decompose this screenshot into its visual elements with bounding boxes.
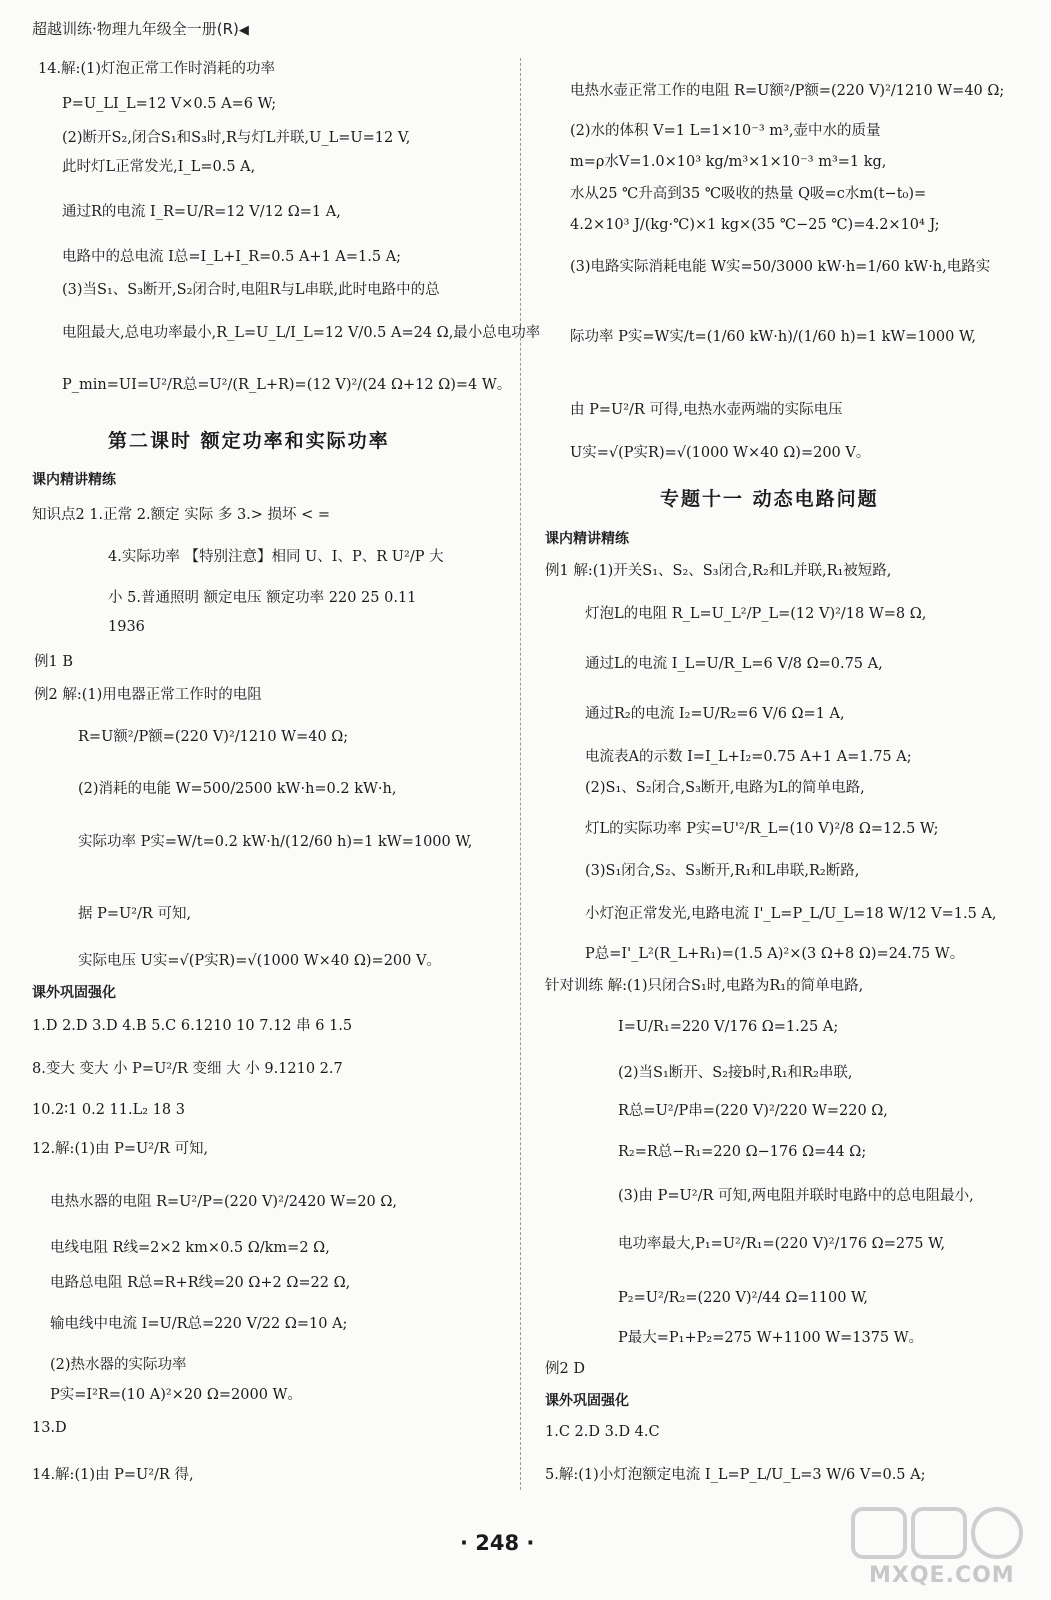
right-text-line: 电功率最大,P₁=U²/R₁=(220 V)²/176 Ω=275 W, — [618, 1236, 946, 1252]
left-text-line: 电热水器的电阻 R=U²/P=(220 V)²/2420 W=20 Ω, — [50, 1194, 398, 1210]
left-text-line: (2)热水器的实际功率 — [50, 1357, 187, 1373]
left-text-line: 例2 解:(1)用电器正常工作时的电阻 — [34, 687, 262, 703]
right-text-line: 1.C 2.D 3.D 4.C — [545, 1424, 660, 1440]
left-text-line: 电路中的总电流 I总=I_L+I_R=0.5 A+1 A=1.5 A; — [62, 249, 402, 265]
left-text-line: P=U_LI_L=12 V×0.5 A=6 W; — [62, 96, 277, 112]
left-text-line: 实际电压 U实=√(P实R)=√(1000 W×40 Ω)=200 V。 — [78, 953, 441, 969]
right-section-heading: 课外巩固强化 — [545, 1393, 629, 1409]
right-text-line: P总=I'_L²(R_L+R₁)=(1.5 A)²×(3 Ω+8 Ω)=24.75 W。 — [585, 946, 965, 962]
right-text-line: 电流表A的示数 I=I_L+I₂=0.75 A+1 A=1.75 A; — [585, 749, 912, 765]
left-text-line: 14.解:(1)灯泡正常工作时消耗的功率 — [38, 61, 275, 77]
left-section-heading: 课内精讲精练 — [32, 472, 116, 488]
left-text-line: 此时灯L正常发光,I_L=0.5 A, — [62, 159, 256, 175]
right-section-heading: 课内精讲精练 — [545, 531, 629, 547]
left-text-line: 知识点2 1.正常 2.额定 实际 多 3.> 损坏 < = — [32, 507, 331, 523]
left-text-line: 通过R的电流 I_R=U/R=12 V/12 Ω=1 A, — [62, 204, 341, 220]
right-text-line: 针对训练 解:(1)只闭合S₁时,电路为R₁的简单电路, — [545, 978, 864, 994]
right-text-line: 通过R₂的电流 I₂=U/R₂=6 V/6 Ω=1 A, — [585, 706, 845, 722]
left-text-line: 电线电阻 R线=2×2 km×0.5 Ω/km=2 Ω, — [50, 1240, 330, 1256]
right-text-line: 例2 D — [545, 1361, 585, 1377]
right-text-line: (2)水的体积 V=1 L=1×10⁻³ m³,壶中水的质量 — [570, 123, 881, 139]
page-number: · 248 · — [460, 1531, 535, 1555]
right-text-line: P₂=U²/R₂=(220 V)²/44 Ω=1100 W, — [618, 1290, 869, 1306]
right-text-line: m=ρ水V=1.0×10³ kg/m³×1×10⁻³ m³=1 kg, — [570, 154, 887, 170]
left-text-line: 小 5.普通照明 额定电压 额定功率 220 25 0.11 — [108, 590, 417, 606]
left-text-line: 8.变大 变大 小 P=U²/R 变细 大 小 9.1210 2.7 — [32, 1061, 343, 1077]
left-text-line: 1936 — [108, 619, 145, 635]
right-text-line: 际功率 P实=W实/t=(1/60 kW·h)/(1/60 h)=1 kW=1000 W, — [570, 329, 976, 345]
left-text-line: 1.D 2.D 3.D 4.B 5.C 6.1210 10 7.12 串 6 1.5 — [32, 1018, 353, 1034]
right-text-line: 由 P=U²/R 可得,电热水壶两端的实际电压 — [570, 402, 843, 418]
left-text-line: (3)当S₁、S₃断开,S₂闭合时,电阻R与L串联,此时电路中的总 — [62, 282, 440, 298]
right-text-line: 水从25 ℃升高到35 ℃吸收的热量 Q吸=c水m(t−t₀)= — [570, 186, 927, 202]
right-text-line: (3)电路实际消耗电能 W实=50/3000 kW·h=1/60 kW·h,电路实 — [570, 259, 991, 275]
right-section-title: 专题十一 动态电路问题 — [660, 488, 879, 510]
header-marker-icon: ◀ — [238, 23, 249, 38]
left-text-line: (2)消耗的电能 W=500/2500 kW·h=0.2 kW·h, — [78, 781, 397, 797]
watermark-seal-icon — [845, 1503, 1035, 1563]
left-text-line: 13.D — [32, 1420, 67, 1436]
right-text-line: 4.2×10³ J/(kg·℃)×1 kg×(35 ℃−25 ℃)=4.2×10⁴ J; — [570, 217, 940, 233]
right-text-line: (2)当S₁断开、S₂接b时,R₁和R₂串联, — [618, 1065, 853, 1081]
left-text-line: R=U额²/P额=(220 V)²/1210 W=40 Ω; — [78, 729, 349, 745]
left-text-line: P_min=UI=U²/R总=U²/(R_L+R)=(12 V)²/(24 Ω+12 Ω)=4 W。 — [62, 377, 512, 393]
right-text-line: U实=√(P实R)=√(1000 W×40 Ω)=200 V。 — [570, 445, 871, 461]
column-divider — [520, 58, 522, 1490]
left-text-line: 据 P=U²/R 可知, — [78, 906, 192, 922]
left-text-line: 实际功率 P实=W/t=0.2 kW·h/(12/60 h)=1 kW=1000 W, — [78, 834, 473, 850]
right-text-line: (3)由 P=U²/R 可知,两电阻并联时电路中的总电阻最小, — [618, 1188, 974, 1204]
right-text-line: P最大=P₁+P₂=275 W+1100 W=1375 W。 — [618, 1330, 924, 1346]
right-text-line: 电热水壶正常工作的电阻 R=U额²/P额=(220 V)²/1210 W=40 Ω; — [570, 83, 1005, 99]
left-text-line: 10.2∶1 0.2 11.L₂ 18 3 — [32, 1102, 185, 1118]
left-text-line: (2)断开S₂,闭合S₁和S₃时,R与灯L并联,U_L=U=12 V, — [62, 130, 411, 146]
left-text-line: 输电线中电流 I=U/R总=220 V/22 Ω=10 A; — [50, 1316, 348, 1332]
left-text-line: 12.解:(1)由 P=U²/R 可知, — [32, 1141, 209, 1157]
left-text-line: 4.实际功率 【特别注意】相同 U、I、P、R U²/P 大 — [108, 549, 444, 565]
right-text-line: R₂=R总−R₁=220 Ω−176 Ω=44 Ω; — [618, 1144, 867, 1160]
watermark-logo — [845, 1503, 1035, 1593]
left-section-heading: 课外巩固强化 — [32, 985, 116, 1001]
right-text-line: 例1 解:(1)开关S₁、S₂、S₃闭合,R₂和L并联,R₁被短路, — [545, 563, 892, 579]
header-title: 超越训练·物理九年级全一册(R) — [32, 20, 239, 38]
right-text-line: (3)S₁闭合,S₂、S₃断开,R₁和L串联,R₂断路, — [585, 863, 860, 879]
running-header — [32, 22, 249, 37]
right-text-line: 灯L的实际功率 P实=U'²/R_L=(10 V)²/8 Ω=12.5 W; — [585, 821, 939, 837]
right-text-line: 通过L的电流 I_L=U/R_L=6 V/8 Ω=0.75 A, — [585, 656, 883, 672]
left-text-line: 例1 B — [34, 654, 73, 670]
right-text-line: 5.解:(1)小灯泡额定电流 I_L=P_L/U_L=3 W/6 V=0.5 A; — [545, 1467, 926, 1483]
left-text-line: 14.解:(1)由 P=U²/R 得, — [32, 1467, 194, 1483]
left-text-line: 电阻最大,总电功率最小,R_L=U_L/I_L=12 V/0.5 A=24 Ω,最小总电功率 — [62, 325, 541, 341]
right-text-line: I=U/R₁=220 V/176 Ω=1.25 A; — [618, 1019, 839, 1035]
right-text-line: 灯泡L的电阻 R_L=U_L²/P_L=(12 V)²/18 W=8 Ω, — [585, 606, 927, 622]
right-text-line: 小灯泡正常发光,电路电流 I'_L=P_L/U_L=18 W/12 V=1.5 A, — [585, 906, 997, 922]
right-text-line: R总=U²/P串=(220 V)²/220 W=220 Ω, — [618, 1103, 888, 1119]
left-text-line: P实=I²R=(10 A)²×20 Ω=2000 W。 — [50, 1387, 302, 1403]
left-section-title: 第二课时 额定功率和实际功率 — [108, 430, 390, 452]
watermark-text: MXQE.COM — [869, 1563, 1015, 1588]
left-text-line: 电路总电阻 R总=R+R线=20 Ω+2 Ω=22 Ω, — [50, 1275, 351, 1291]
right-text-line: (2)S₁、S₂闭合,S₃断开,电路为L的简单电路, — [585, 780, 865, 796]
